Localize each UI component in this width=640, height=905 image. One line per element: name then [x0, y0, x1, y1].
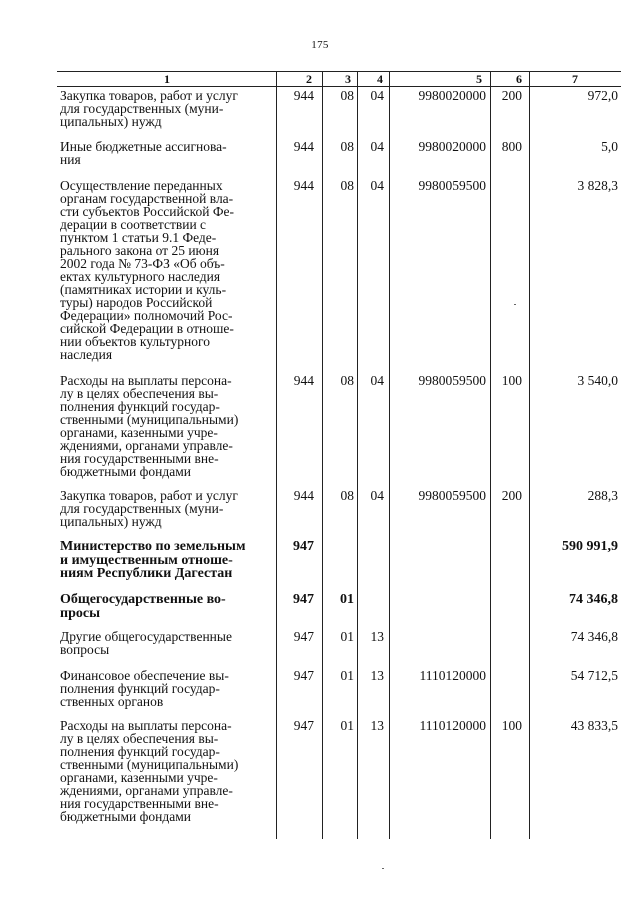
- row-name: [60, 179, 274, 361]
- name-line: Закупка товаров, работ и услуг: [60, 88, 238, 103]
- name-line: ципальных) нужд: [60, 514, 162, 529]
- row-name: [60, 89, 274, 128]
- header-col-5: 5: [476, 72, 482, 86]
- name-line: ждениями, органами управле-: [60, 783, 233, 798]
- name-line: органами, казенными учре-: [60, 770, 218, 785]
- name-line: Общегосударственные во-: [60, 592, 226, 607]
- row-subsection-code: 04: [370, 373, 384, 388]
- row-amount: 288,3: [587, 488, 618, 503]
- name-line: ния государственными вне-: [60, 451, 219, 466]
- name-line: лу в целях обеспечения вы-: [60, 386, 219, 401]
- name-line: дерации в соответствии с: [60, 217, 207, 232]
- row-subsection-code: 04: [370, 139, 384, 154]
- scan-speck: [514, 304, 516, 305]
- header-col-2: 2: [306, 72, 312, 86]
- row-amount: 3 540,0: [577, 373, 618, 388]
- scan-speck: [382, 868, 384, 869]
- name-line: лу в целях обеспечения вы-: [60, 731, 219, 746]
- row-expense-type: 100: [501, 718, 522, 733]
- name-line: ния: [60, 152, 81, 167]
- row-target-article: 1110120000: [419, 668, 486, 683]
- row-name: [60, 489, 274, 528]
- name-line: ципальных) нужд: [60, 114, 162, 129]
- row-ministry-code: 947: [293, 718, 314, 733]
- column-rule: [490, 71, 491, 839]
- name-line: Расходы на выплаты персона-: [60, 373, 232, 388]
- row-subsection-code: 04: [370, 178, 384, 193]
- row-section-code: 08: [340, 88, 354, 103]
- row-section-code: 01: [340, 629, 354, 644]
- row-name: [60, 374, 274, 478]
- row-section-code: 08: [340, 373, 354, 388]
- header-col-4: 4: [377, 72, 383, 86]
- name-line: полнения функций государ-: [60, 399, 220, 414]
- name-line: ниям Республики Дагестан: [60, 566, 233, 581]
- row-target-article: 1110120000: [419, 718, 486, 733]
- name-line: ственными (муниципальными): [60, 412, 239, 427]
- row-amount: 74 346,8: [570, 629, 618, 644]
- name-line: Иные бюджетные ассигнова-: [60, 139, 227, 154]
- row-ministry-code: 947: [293, 629, 314, 644]
- name-line: бюджетными фондами: [60, 464, 191, 479]
- row-section-code: 08: [340, 139, 354, 154]
- name-line: Расходы на выплаты персона-: [60, 718, 232, 733]
- name-line: полнения функций государ-: [60, 744, 220, 759]
- column-rule: [276, 71, 277, 839]
- column-rule: [529, 71, 530, 839]
- name-line: Министерство по земельным: [60, 539, 246, 554]
- row-amount: 972,0: [587, 88, 618, 103]
- name-line: полнения функций государ-: [60, 681, 220, 696]
- name-line: сти субъектов Российской Фе-: [60, 204, 235, 219]
- name-line: для государственных (муни-: [60, 101, 224, 116]
- row-target-article: 9980020000: [418, 139, 486, 154]
- row-section-code: 01: [340, 718, 354, 733]
- row-subsection-code: 04: [370, 88, 384, 103]
- row-subsection-code: 04: [370, 488, 384, 503]
- page-number: 175: [311, 39, 329, 51]
- row-target-article: 9980020000: [418, 88, 486, 103]
- name-line: (памятниках истории и куль-: [60, 282, 227, 297]
- row-subsection-code: 13: [370, 668, 384, 683]
- row-ministry-code: 947: [293, 668, 314, 683]
- name-line: туры) народов Российской: [60, 295, 213, 310]
- name-line: вопросы: [60, 642, 110, 657]
- row-ministry-code: 944: [293, 88, 314, 103]
- row-subsection-code: 13: [370, 629, 384, 644]
- name-line: бюджетными фондами: [60, 809, 191, 824]
- row-amount: 54 712,5: [570, 668, 618, 683]
- row-amount: 43 833,5: [570, 718, 618, 733]
- row-name: [60, 140, 274, 166]
- name-line: 2002 года № 73-ФЗ «Об объ-: [60, 256, 225, 271]
- name-line: Закупка товаров, работ и услуг: [60, 488, 238, 503]
- row-name: [60, 593, 274, 620]
- row-section-code: 08: [340, 488, 354, 503]
- header-col-1: 1: [164, 72, 170, 86]
- row-section-code: 01: [340, 668, 354, 683]
- row-amount: 590 991,9: [562, 539, 618, 554]
- row-name: [60, 630, 274, 656]
- row-name: [60, 540, 274, 581]
- row-ministry-code: 944: [293, 488, 314, 503]
- row-ministry-code: 944: [293, 373, 314, 388]
- header-col-6: 6: [516, 72, 522, 86]
- name-line: наследия: [60, 347, 113, 362]
- name-line: ственных органов: [60, 694, 164, 709]
- row-amount: 3 828,3: [577, 178, 618, 193]
- header-col-3: 3: [345, 72, 351, 86]
- name-line: Финансовое обеспечение вы-: [60, 668, 229, 683]
- row-section-code: 01: [340, 592, 354, 607]
- row-expense-type: 200: [501, 88, 522, 103]
- row-target-article: 9980059500: [418, 488, 486, 503]
- name-line: ждениями, органами управле-: [60, 438, 233, 453]
- name-line: органам государственной вла-: [60, 191, 234, 206]
- row-amount: 74 346,8: [569, 592, 618, 607]
- row-amount: 5,0: [601, 139, 618, 154]
- row-ministry-code: 944: [293, 139, 314, 154]
- header-col-7: 7: [572, 72, 578, 86]
- name-line: Осуществление переданных: [60, 178, 223, 193]
- name-line: Другие общегосударственные: [60, 629, 232, 644]
- name-line: и имущественным отноше-: [60, 552, 233, 568]
- row-expense-type: 200: [501, 488, 522, 503]
- name-line: для государственных (муни-: [60, 501, 224, 516]
- column-rule: [389, 71, 390, 839]
- row-ministry-code: 947: [293, 592, 314, 607]
- column-rule: [322, 71, 323, 839]
- name-line: просы: [60, 605, 100, 621]
- name-line: органами, казенными учре-: [60, 425, 218, 440]
- name-line: ственными (муниципальными): [60, 757, 239, 772]
- row-target-article: 9980059500: [418, 178, 486, 193]
- row-subsection-code: 13: [370, 718, 384, 733]
- name-line: сийской Федерации в отноше-: [60, 321, 234, 336]
- row-section-code: 08: [340, 178, 354, 193]
- row-expense-type: 800: [501, 139, 522, 154]
- row-target-article: 9980059500: [418, 373, 486, 388]
- name-line: нии объектов культурного: [60, 334, 210, 349]
- row-ministry-code: 944: [293, 178, 314, 193]
- name-line: Федерации» полномочий Рос-: [60, 308, 233, 323]
- row-name: [60, 669, 274, 708]
- column-rule: [357, 71, 358, 839]
- row-ministry-code: 947: [293, 539, 314, 554]
- header-bottom-rule: [57, 86, 621, 87]
- row-expense-type: 100: [501, 373, 522, 388]
- name-line: ектах культурного наследия: [60, 269, 221, 284]
- name-line: рального закона от 25 июня: [60, 243, 220, 258]
- name-line: пунктом 1 статьи 9.1 Феде-: [60, 230, 217, 245]
- row-name: [60, 719, 274, 823]
- name-line: ния государственными вне-: [60, 796, 219, 811]
